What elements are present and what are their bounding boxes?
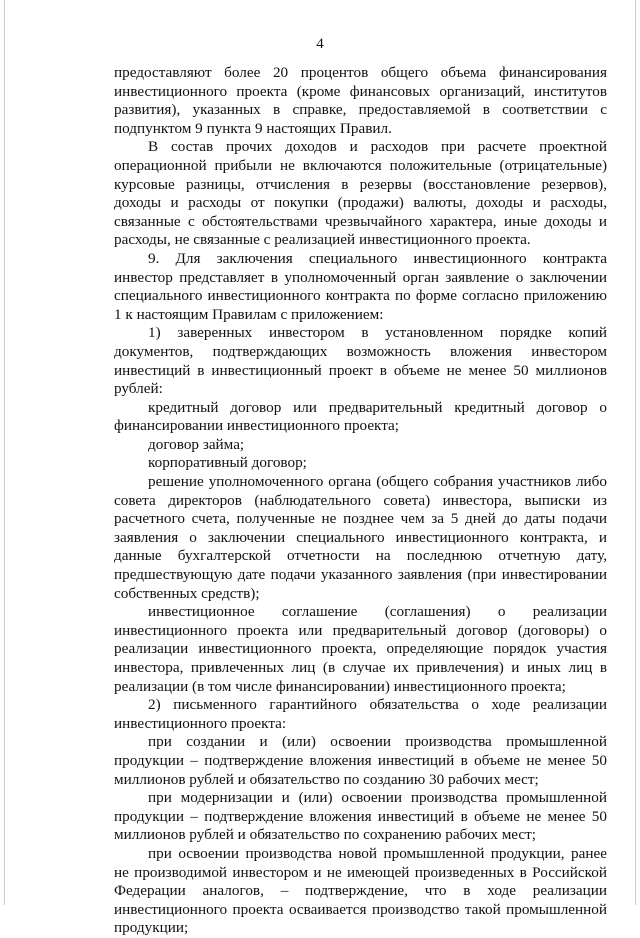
right-scan-edge — [635, 0, 636, 905]
paragraph: предоставляют более 20 процентов общего объема финансирования инвестиционного проекта (кроме финансовых организаций, институтов развития), указанных в справке, предоставляемой в соответствии с подпунктом 9 пункта 9 настоящих Правил. — [114, 64, 607, 137]
paragraph: 9. Для заключения специального инвестиционного контракта инвестор представляет в уполномоченный орган заявление о заключении специального инвестиционного контракта по форме согласно приложению 1 к настоящим Правилам с приложением: — [114, 249, 607, 323]
paragraph: инвестиционное соглашение (соглашения) о реализации инвестиционного проекта или предварительный договор (договоры) о реализации инвестиционного проекта, определяющие порядок участия инвестора, привлеченных лиц (в случае их привлечения) и иных лиц в реализации (в том числе финансировании) инвестиционного проекта; — [114, 603, 607, 695]
paragraph: договор займа; — [148, 435, 245, 453]
paragraph: при создании и (или) освоении производства промышленной продукции – подтверждение вложения инвестиций в объеме не менее 50 миллионов рублей и обязательство по созданию 30 рабочих мест; — [114, 733, 607, 788]
paragraph: кредитный договор или предварительный кредитный договор о финансировании инвестиционного проекта; — [114, 398, 607, 435]
paragraph: при модернизации и (или) освоении производства промышленной продукции – подтверждение вложения инвестиций в объеме не менее 50 миллионов рублей и обязательство по сохранению рабочих мест; — [114, 789, 607, 844]
left-scan-edge — [4, 0, 5, 905]
paragraph: решение уполномоченного органа (общего собрания участников либо совета директоров (наблюдательного совета) инвестора, выписки из расчетного счета, полученные не позднее чем за 5 дней до даты подачи заявления о заключении специального инвестиционного контракта, и данные бухгалтерской отчетности на последнюю отчетную дату, предшествующую дате подачи указанного заявления (при инвестировании собственных средств); — [114, 473, 607, 602]
page-number: 4 — [316, 36, 324, 52]
document-body — [114, 64, 607, 938]
paragraph: при освоении производства новой промышленной продукции, ранее не производимой инвестором и не имеющей произведенных в Российской Федерации аналогов, – подтверждение, что в ходе реализации инвестиционного проекта осваивается производство такой промышленной продукции; — [114, 844, 607, 937]
paragraph: В состав прочих доходов и расходов при расчете проектной операционной прибыли не включаются положительные (отрицательные) курсовые разницы, отчисления в резервы (восстановление резервов), доходы и расходы от покупки (продажи) валюты, доходы и расходы, связанные с обстоятельствами чрезвычайного характера, иные доходы и расходы, не связанные с реализацией инвестиционного проекта. — [114, 138, 607, 249]
paragraph: корпоративный договор; — [148, 454, 307, 472]
paragraph: 2) письменного гарантийного обязательства о ходе реализации инвестиционного проекта: — [114, 696, 607, 732]
paragraph: 1) заверенных инвестором в установленном порядке копий документов, подтверждающих возможность вложения инвестором инвестиций в инвестиционный проект в объеме не менее 50 миллионов рублей: — [114, 324, 607, 398]
